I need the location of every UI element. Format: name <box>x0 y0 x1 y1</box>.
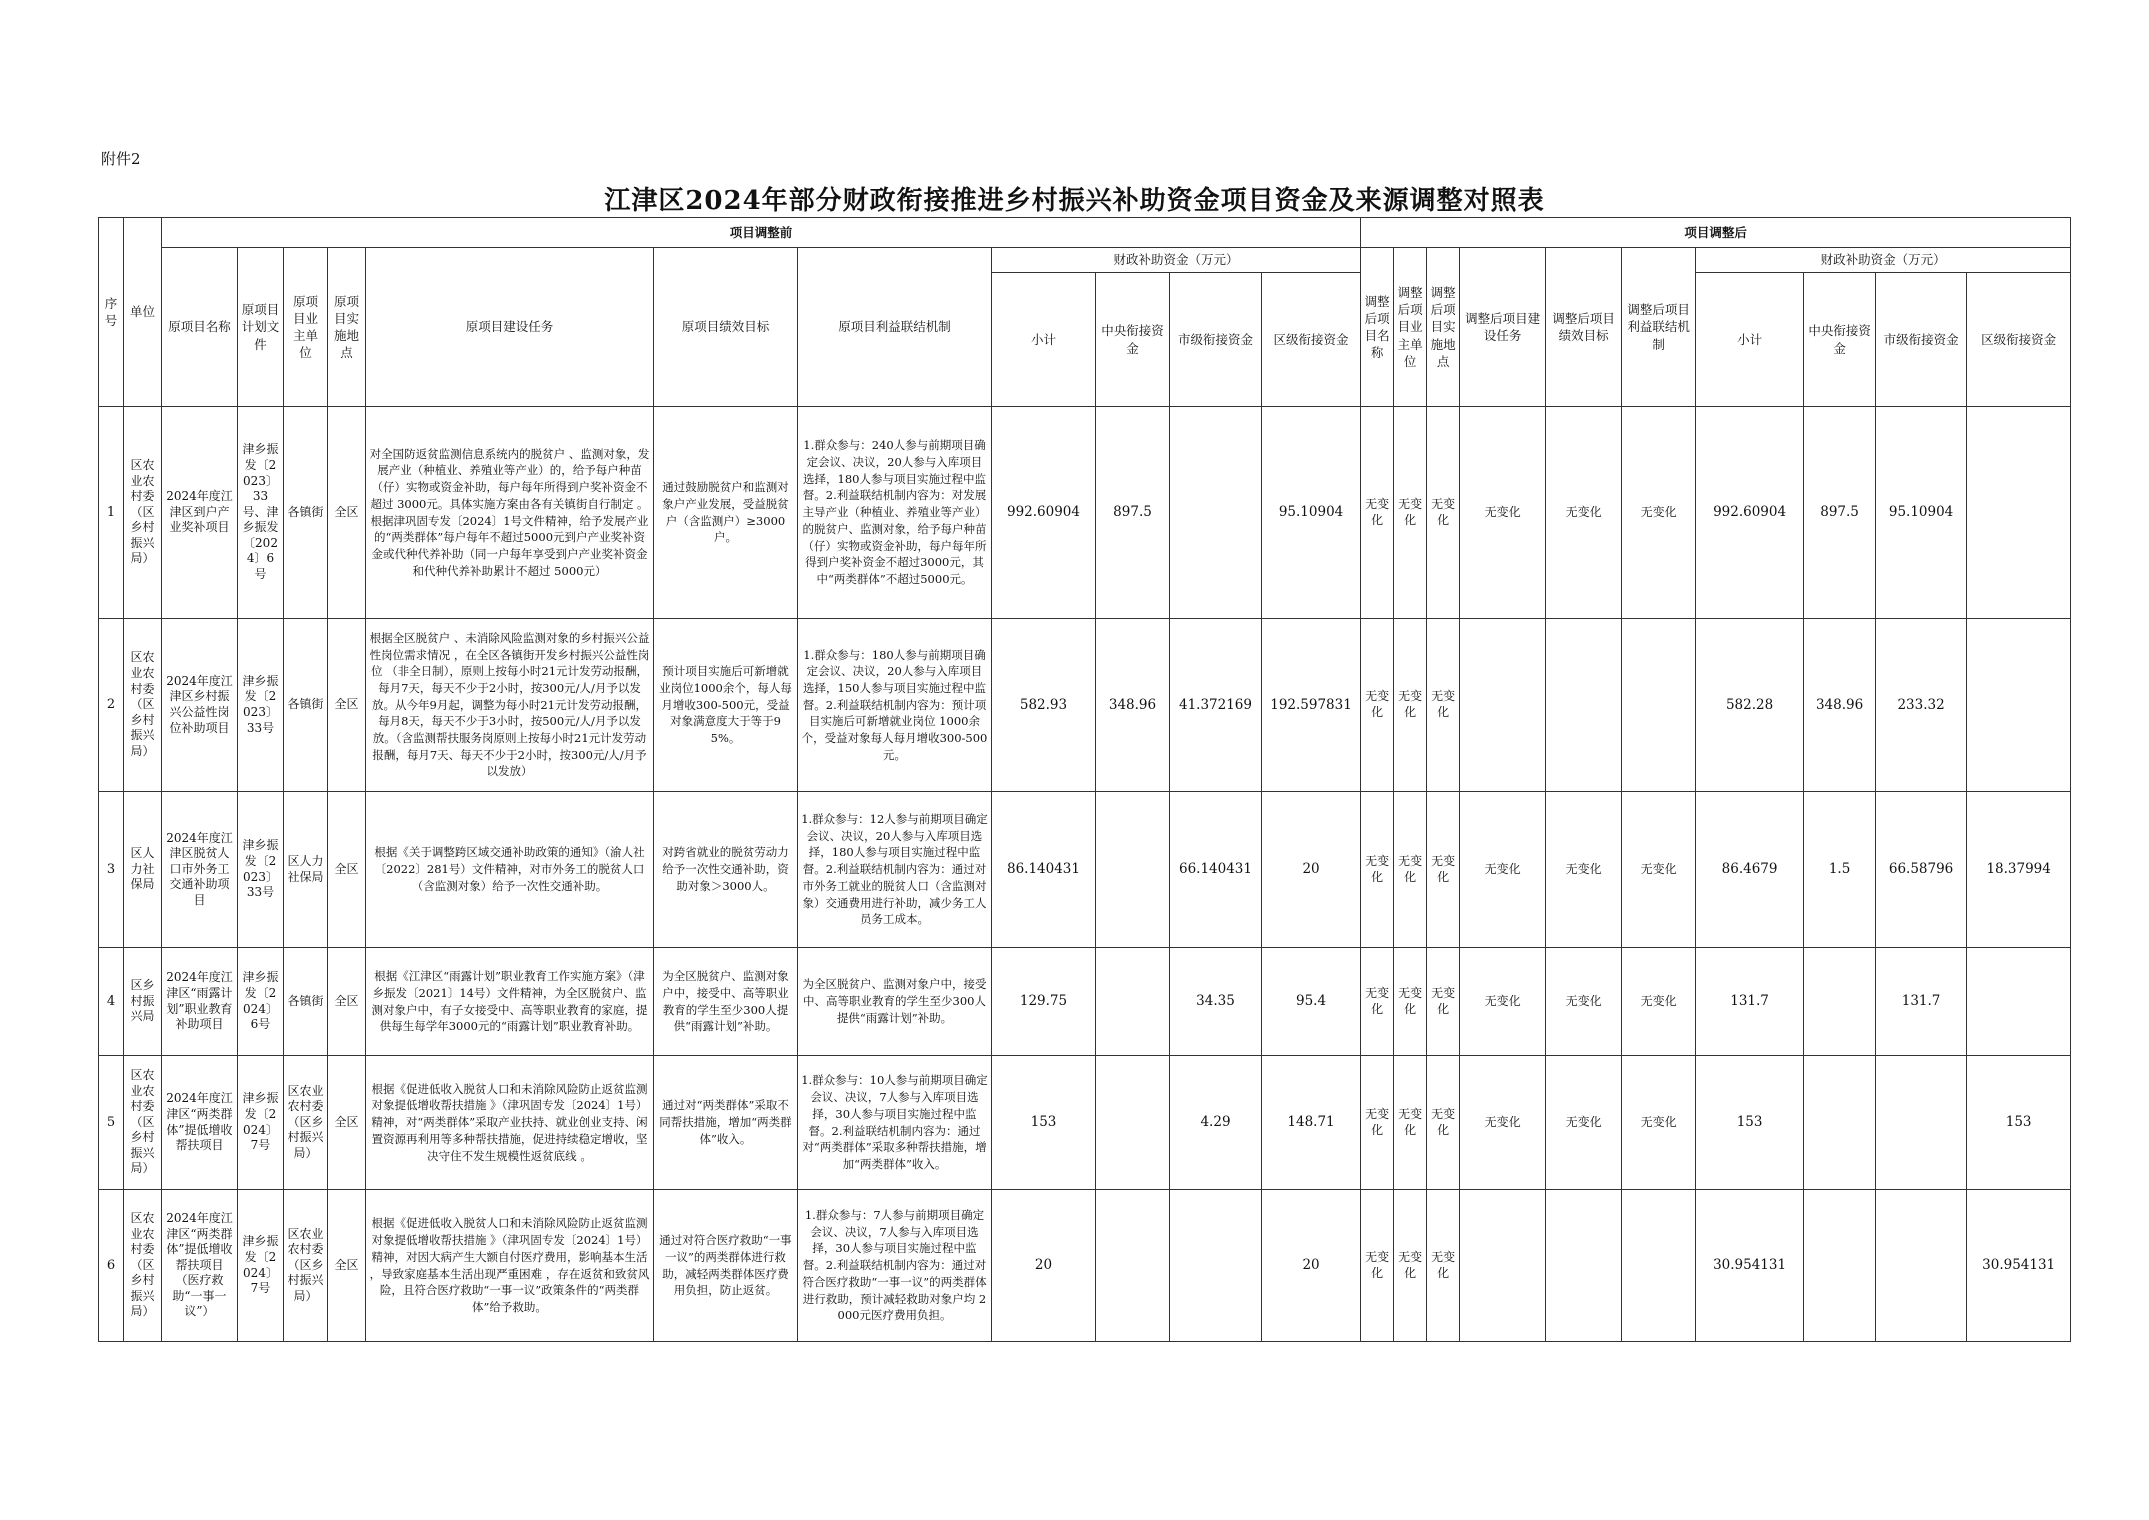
row-adj-benefit <box>1622 619 1696 792</box>
header-orig-task: 原项目建设任务 <box>366 248 654 407</box>
row-district: 95.10904 <box>1262 407 1361 619</box>
row-city-after: 66.58796 <box>1876 792 1967 948</box>
row-owner: 各镇街 <box>284 619 328 792</box>
table-row <box>99 1056 2071 1190</box>
row-subtotal-after: 86.4679 <box>1696 792 1804 948</box>
row-owner: 各镇街 <box>284 948 328 1056</box>
row-city <box>1170 1190 1262 1342</box>
row-plan-doc: 津乡振发〔2023〕33号 <box>238 619 284 792</box>
row-seq: 3 <box>99 792 124 948</box>
row-name: 2024年度江津区脱贫人口市外务工交通补助项目 <box>162 792 238 948</box>
row-seq: 4 <box>99 948 124 1056</box>
row-subtotal-after: 131.7 <box>1696 948 1804 1056</box>
row-unit: 区农业农村委（区乡村振兴局） <box>124 407 162 619</box>
row-owner: 区农业农村委（区乡村振兴局） <box>284 1056 328 1190</box>
row-adj-goal <box>1546 1190 1622 1342</box>
row-unit: 区农业农村委（区乡村振兴局） <box>124 619 162 792</box>
row-owner: 区农业农村委（区乡村振兴局） <box>284 1190 328 1342</box>
header-adj-task: 调整后项目建设任务 <box>1460 248 1546 407</box>
row-adj-goal: 无变化 <box>1546 407 1622 619</box>
row-adj-name: 无变化 <box>1361 407 1394 619</box>
row-adj-goal <box>1546 619 1622 792</box>
row-city-after <box>1876 1056 1967 1190</box>
row-adj-owner: 无变化 <box>1394 792 1427 948</box>
header-unit: 单位 <box>124 218 162 407</box>
header-orig-location: 原项目实施地点 <box>328 248 366 407</box>
row-location: 全区 <box>328 619 366 792</box>
row-unit: 区人力社保局 <box>124 792 162 948</box>
row-city <box>1170 407 1262 619</box>
row-location: 全区 <box>328 407 366 619</box>
row-task: 根据《关于调整跨区域交通补助政策的通知》（渝人社〔2022〕281号）文件精神，对市外务工的脱贫人口（含监测对象）给予一次性交通补助。 <box>366 792 654 948</box>
row-adj-owner: 无变化 <box>1394 1190 1427 1342</box>
header-fund-after: 财政补助资金（万元） <box>1696 248 2071 273</box>
row-adj-owner: 无变化 <box>1394 407 1427 619</box>
row-plan-doc: 津乡振发〔2024〕7号 <box>238 1056 284 1190</box>
header-adj-location: 调整后项目实施地点 <box>1427 248 1460 407</box>
row-adj-location: 无变化 <box>1427 407 1460 619</box>
row-adj-benefit: 无变化 <box>1622 407 1696 619</box>
adjustment-table <box>98 217 2071 1342</box>
page-title: 江津区2024年部分财政衔接推进乡村振兴补助资金项目资金及来源调整对照表 <box>604 186 1545 216</box>
row-central-after <box>1804 1056 1876 1190</box>
row-city: 66.140431 <box>1170 792 1262 948</box>
row-unit: 区农业农村委（区乡村振兴局） <box>124 1190 162 1342</box>
row-district: 95.4 <box>1262 948 1361 1056</box>
header-seq: 序号 <box>99 218 124 407</box>
row-district-after <box>1967 948 2071 1056</box>
row-unit: 区乡村振兴局 <box>124 948 162 1056</box>
row-adj-task <box>1460 1190 1546 1342</box>
header-subtotal-after: 小计 <box>1696 273 1804 407</box>
header-adj-name: 调整后项目名称 <box>1361 248 1394 407</box>
row-city: 41.372169 <box>1170 619 1262 792</box>
table-row <box>99 792 2071 948</box>
row-name: 2024年度江津区乡村振兴公益性岗位补助项目 <box>162 619 238 792</box>
row-city: 34.35 <box>1170 948 1262 1056</box>
row-subtotal-after: 582.28 <box>1696 619 1804 792</box>
row-name: 2024年度江津区“两类群体”提低增收帮扶项目 <box>162 1056 238 1190</box>
row-task: 对全国防返贫监测信息系统内的脱贫户 、监测对象，发展产业（种植业、养殖业等产业）的，给予每户种苗（仔）实物或资金补助，每户每年所得到户奖补资金不超过 3000元。具体实施方案由各有关镇街自行制定 。根据津巩固专发〔2024〕1号文件精神，给予发展产业的“两类群体”每户每年不超过5000元到户产业奖补资金或代种代养补助（同一户每年享受到户产业奖补资金和代种代养补助累计不超过 5000元） <box>366 407 654 619</box>
row-central: 348.96 <box>1096 619 1170 792</box>
row-seq: 1 <box>99 407 124 619</box>
row-district: 148.71 <box>1262 1056 1361 1190</box>
header-fund-before: 财政补助资金（万元） <box>992 248 1361 273</box>
row-city-after: 131.7 <box>1876 948 1967 1056</box>
row-adj-benefit: 无变化 <box>1622 1056 1696 1190</box>
row-name: 2024年度江津区“两类群体”提低增收帮扶项目（医疗救助“一事一议”） <box>162 1190 238 1342</box>
row-subtotal: 20 <box>992 1190 1096 1342</box>
header-orig-goal: 原项目绩效目标 <box>654 248 798 407</box>
row-goal: 通过对“两类群体”采取不同帮扶措施，增加“两类群体”收入。 <box>654 1056 798 1190</box>
row-adj-task: 无变化 <box>1460 1056 1546 1190</box>
row-goal: 对跨省就业的脱贫劳动力给予一次性交通补助，资助对象＞3000人。 <box>654 792 798 948</box>
row-location: 全区 <box>328 1056 366 1190</box>
row-central-after: 897.5 <box>1804 407 1876 619</box>
row-central <box>1096 1190 1170 1342</box>
row-benefit: 1.群众参与：180人参与前期项目确定会议、决议，20人参与入库项目选择，150人参与项目实施过程中监督。2.利益联结机制内容为：预计项目实施后可新增就业岗位 1000余个，受益对象每人每月增收300-500元。 <box>798 619 992 792</box>
row-plan-doc: 津乡振发〔2023〕33号、津乡振发〔2024〕6号 <box>238 407 284 619</box>
row-subtotal-after: 992.60904 <box>1696 407 1804 619</box>
row-adj-name: 无变化 <box>1361 948 1394 1056</box>
row-location: 全区 <box>328 792 366 948</box>
row-benefit: 1.群众参与：12人参与前期项目确定会议、决议，20人参与入库项目选择，180人参与项目实施过程中监督。2.利益联结机制内容为：通过对市外务工就业的脱贫人口（含监测对象）交通费用进行补助，减少务工人员务工成本。 <box>798 792 992 948</box>
header-before-group: 项目调整前 <box>162 218 1361 248</box>
row-task: 根据《促进低收入脱贫人口和未消除风险防止返贫监测对象提低增收帮扶措施 》（津巩固专发〔2024〕1号）精神，对“两类群体”采取产业扶持、就业创业支持、闲置资源再利用等多种帮扶措施，促进持续稳定增收，坚决守住不发生规模性返贫底线 。 <box>366 1056 654 1190</box>
row-adj-goal: 无变化 <box>1546 1056 1622 1190</box>
row-unit: 区农业农村委（区乡村振兴局） <box>124 1056 162 1190</box>
header-orig-owner: 原项目业主单位 <box>284 248 328 407</box>
row-district-after <box>1967 407 2071 619</box>
row-goal: 通过鼓励脱贫户和监测对象户产业发展，受益脱贫户（含监测户）≥3000户。 <box>654 407 798 619</box>
row-adj-goal: 无变化 <box>1546 948 1622 1056</box>
row-adj-location: 无变化 <box>1427 948 1460 1056</box>
row-seq: 2 <box>99 619 124 792</box>
header-central-after: 中央衔接资金 <box>1804 273 1876 407</box>
header-adj-goal: 调整后项目绩效目标 <box>1546 248 1622 407</box>
row-adj-task <box>1460 619 1546 792</box>
header-adj-owner: 调整后项目业主单位 <box>1394 248 1427 407</box>
row-goal: 为全区脱贫户、监测对象户中，接受中、高等职业教育的学生至少300人提供“雨露计划”补助。 <box>654 948 798 1056</box>
row-central-after: 1.5 <box>1804 792 1876 948</box>
row-adj-benefit <box>1622 1190 1696 1342</box>
header-orig-name: 原项目名称 <box>162 248 238 407</box>
row-subtotal: 582.93 <box>992 619 1096 792</box>
row-subtotal: 129.75 <box>992 948 1096 1056</box>
row-goal: 预计项目实施后可新增就业岗位1000余个，每人每月增收300-500元，受益对象满意度大于等于95%。 <box>654 619 798 792</box>
row-benefit: 1.群众参与：7人参与前期项目确定会议、决议，7人参与入库项目选择，30人参与项目实施过程中监督。2.利益联结机制内容为：通过对符合医疗救助“一事一议”的两类群体进行救助，预计减轻救助对象户均 2000元医疗费用负担。 <box>798 1190 992 1342</box>
row-adj-name: 无变化 <box>1361 1190 1394 1342</box>
row-district: 192.597831 <box>1262 619 1361 792</box>
row-plan-doc: 津乡振发〔2024〕7号 <box>238 1190 284 1342</box>
row-central <box>1096 1056 1170 1190</box>
row-adj-owner: 无变化 <box>1394 619 1427 792</box>
row-subtotal-after: 30.954131 <box>1696 1190 1804 1342</box>
row-adj-benefit: 无变化 <box>1622 792 1696 948</box>
row-benefit: 为全区脱贫户、监测对象户中，接受中、高等职业教育的学生至少300人提供“雨露计划”补助。 <box>798 948 992 1056</box>
row-benefit: 1.群众参与：10人参与前期项目确定会议、决议，7人参与入库项目选择，30人参与项目实施过程中监督。2.利益联结机制内容为：通过对“两类群体”采取多种帮扶措施，增加“两类群体”收入。 <box>798 1056 992 1190</box>
row-name: 2024年度江津区“雨露计划”职业教育补助项目 <box>162 948 238 1056</box>
row-adj-task: 无变化 <box>1460 407 1546 619</box>
row-district-after: 18.37994 <box>1967 792 2071 948</box>
row-district: 20 <box>1262 792 1361 948</box>
row-city: 4.29 <box>1170 1056 1262 1190</box>
row-owner: 区人力社保局 <box>284 792 328 948</box>
row-central-after: 348.96 <box>1804 619 1876 792</box>
row-name: 2024年度江津区到户产业奖补项目 <box>162 407 238 619</box>
row-adj-name: 无变化 <box>1361 619 1394 792</box>
row-adj-name: 无变化 <box>1361 1056 1394 1190</box>
header-adj-benefit: 调整后项目利益联结机制 <box>1622 248 1696 407</box>
row-adj-task: 无变化 <box>1460 948 1546 1056</box>
row-city-after: 233.32 <box>1876 619 1967 792</box>
row-subtotal: 153 <box>992 1056 1096 1190</box>
row-adj-owner: 无变化 <box>1394 1056 1427 1190</box>
header-district: 区级衔接资金 <box>1262 273 1361 407</box>
row-adj-location: 无变化 <box>1427 792 1460 948</box>
row-central-after <box>1804 948 1876 1056</box>
header-city: 市级衔接资金 <box>1170 273 1262 407</box>
row-plan-doc: 津乡振发〔2023〕33号 <box>238 792 284 948</box>
table-row <box>99 407 2071 619</box>
row-city-after <box>1876 1190 1967 1342</box>
row-location: 全区 <box>328 1190 366 1342</box>
table-row <box>99 1190 2071 1342</box>
row-central: 897.5 <box>1096 407 1170 619</box>
header-orig-plan-doc: 原项目计划文件 <box>238 248 284 407</box>
row-seq: 6 <box>99 1190 124 1342</box>
row-central-after <box>1804 1190 1876 1342</box>
table-row <box>99 619 2071 792</box>
row-district: 20 <box>1262 1190 1361 1342</box>
row-adj-location: 无变化 <box>1427 1056 1460 1190</box>
row-district-after: 153 <box>1967 1056 2071 1190</box>
row-central <box>1096 792 1170 948</box>
row-adj-location: 无变化 <box>1427 1190 1460 1342</box>
header-district-after: 区级衔接资金 <box>1967 273 2071 407</box>
row-adj-name: 无变化 <box>1361 792 1394 948</box>
row-benefit: 1.群众参与：240人参与前期项目确定会议、决议，20人参与入库项目选择，180人参与项目实施过程中监督。2.利益联结机制内容为：对发展主导产业（种植业、养殖业等产业）的脱贫户、监测对象，给予每户种苗（仔）实物或资金补助，每户每年所得到户奖补资金不超过3000元，其中“两类群体”不超过5000元。 <box>798 407 992 619</box>
header-orig-benefit: 原项目利益联结机制 <box>798 248 992 407</box>
header-subtotal: 小计 <box>992 273 1096 407</box>
row-subtotal-after: 153 <box>1696 1056 1804 1190</box>
row-adj-owner: 无变化 <box>1394 948 1427 1056</box>
row-adj-goal: 无变化 <box>1546 792 1622 948</box>
attachment-label: 附件2 <box>101 150 141 168</box>
row-task: 根据《江津区“雨露计划”职业教育工作实施方案》（津乡振发〔2021〕14号）文件精神，为全区脱贫户、监测对象户中，有子女接受中、高等职业教育的家庭，提供每生每学年3000元的“雨露计划”职业教育补助。 <box>366 948 654 1056</box>
row-district-after <box>1967 619 2071 792</box>
row-subtotal: 992.60904 <box>992 407 1096 619</box>
row-location: 全区 <box>328 948 366 1056</box>
table-row <box>99 948 2071 1056</box>
row-task: 根据全区脱贫户 、未消除风险监测对象的乡村振兴公益性岗位需求情况 ，在全区各镇街开发乡村振兴公益性岗位 （非全日制），原则上按每小时21元计发劳动报酬，每月7天，每天不少于2小时，按300元/人/月予以发放。从今年9月起，调整为每小时21元计发劳动报酬，每月8天，每天不少于3小时，按500元/人/月予以发放。（含监测帮扶服务岗原则上按每小时21元计发劳动报酬，每月7天、每天不少于2小时，按300元/人/月予以发放） <box>366 619 654 792</box>
row-seq: 5 <box>99 1056 124 1190</box>
header-city-after: 市级衔接资金 <box>1876 273 1967 407</box>
row-adj-benefit: 无变化 <box>1622 948 1696 1056</box>
row-district-after: 30.954131 <box>1967 1190 2071 1342</box>
header-central: 中央衔接资金 <box>1096 273 1170 407</box>
row-city-after: 95.10904 <box>1876 407 1967 619</box>
row-subtotal: 86.140431 <box>992 792 1096 948</box>
row-adj-location: 无变化 <box>1427 619 1460 792</box>
row-plan-doc: 津乡振发〔2024〕6号 <box>238 948 284 1056</box>
row-central <box>1096 948 1170 1056</box>
header-after-group: 项目调整后 <box>1361 218 2071 248</box>
row-adj-task: 无变化 <box>1460 792 1546 948</box>
row-goal: 通过对符合医疗救助“一事一议”的两类群体进行救助，减轻两类群体医疗费用负担，防止返贫。 <box>654 1190 798 1342</box>
row-task: 根据《促进低收入脱贫人口和未消除风险防止返贫监测对象提低增收帮扶措施 》（津巩固专发〔2024〕1号）精神，对因大病产生大额自付医疗费用，影响基本生活 ，导致家庭基本生活出现严重困难 ，存在返贫和致贫风险，且符合医疗救助“一事一议”政策条件的“两类群体”给予救助。 <box>366 1190 654 1342</box>
row-owner: 各镇街 <box>284 407 328 619</box>
